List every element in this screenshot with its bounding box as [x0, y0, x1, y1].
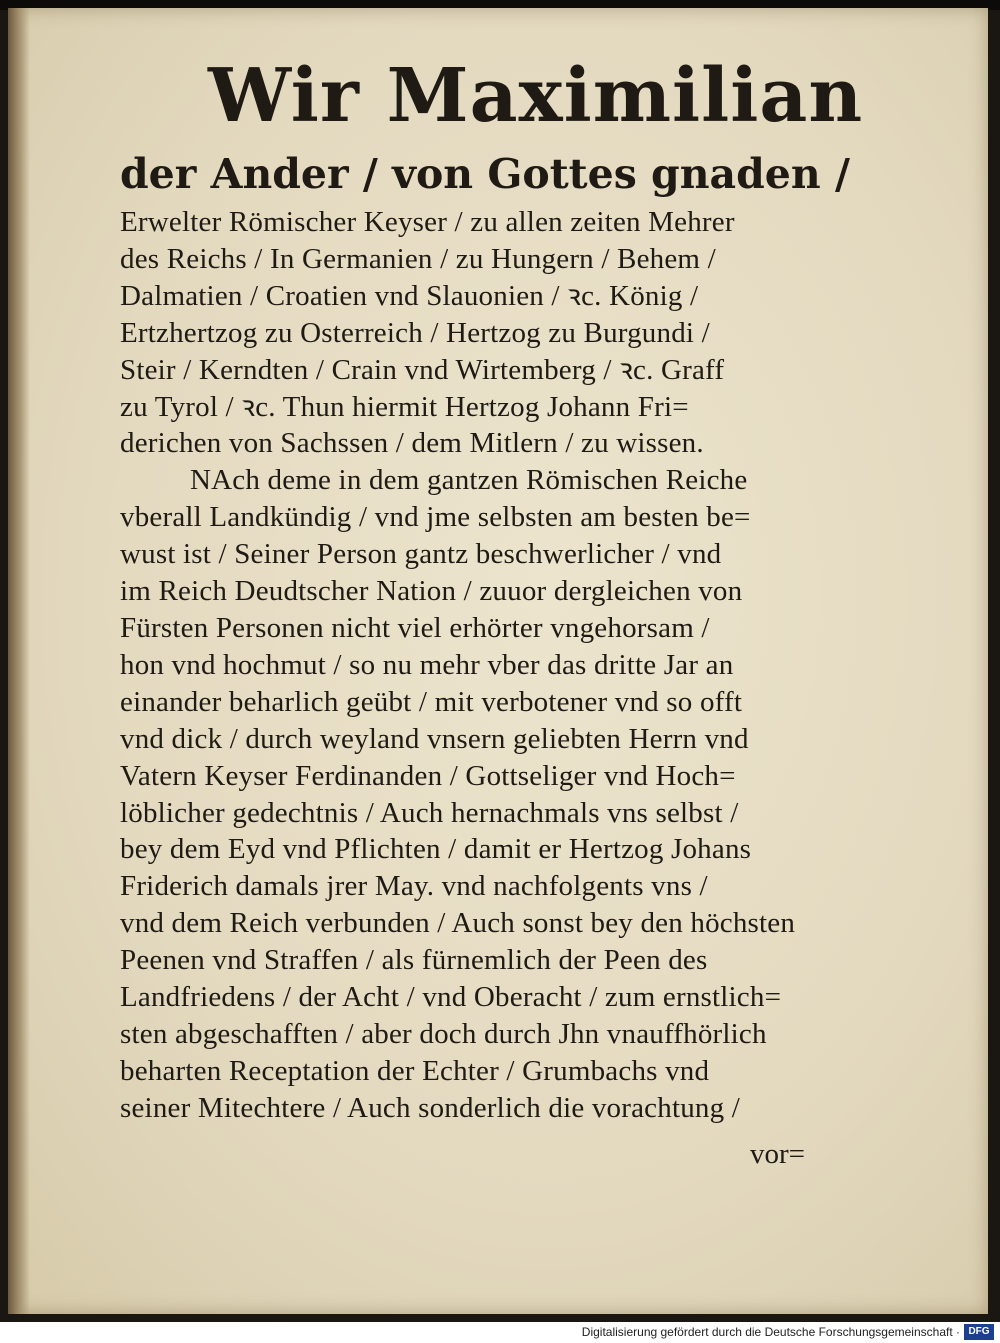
text-line: des Reichs / In Germanien / zu Hungern / Behem /	[120, 242, 716, 275]
dfg-logo: DFG	[964, 1324, 994, 1340]
text-line: sten abgeschafften / aber doch durch Jhn vnauffhörlich	[120, 1017, 767, 1050]
text-line: Vatern Keyser Ferdinanden / Gottseliger vnd Hoch=	[120, 759, 736, 792]
text-line: Fürsten Personen nicht viel erhörter vngehorsam /	[120, 611, 710, 644]
text-line: seiner Mitechtere / Auch sonderlich die vorachtung /	[120, 1091, 741, 1124]
catchword: vor=	[750, 1138, 806, 1170]
book-spine-shadow	[8, 8, 30, 1314]
text-line: Dalmatien / Croatien vnd Slauonien / ꝛc. König /	[120, 279, 699, 312]
text-line: beharten Receptation der Echter / Grumbachs vnd	[120, 1054, 710, 1087]
text-line: vnd dem Reich verbunden / Auch sonst bey den höchsten	[120, 907, 796, 940]
text-line: Ertzhertzog zu Osterreich / Hertzog zu Burgundi /	[120, 316, 710, 349]
text-line: löblicher gedechtnis / Auch hernachmals vns selbst /	[120, 796, 739, 829]
text-line: Friderich damals jrer May. vnd nachfolgents vns /	[120, 870, 708, 903]
paragraph-start-line: NAch deme in dem gantzen Römischen Reiche	[190, 464, 748, 497]
text-line: Erwelter Römischer Keyser / zu allen zeiten Mehrer	[120, 206, 735, 238]
page-text	[120, 48, 864, 1127]
page-subtitle: der Ander / von Gottes gnaden /	[120, 150, 850, 198]
text-line: wust ist / Seiner Person gantz beschwerlicher / vnd	[120, 538, 722, 571]
text-line: bey dem Eyd vnd Pflichten / damit er Hertzog Johans	[120, 833, 752, 866]
text-line: derichen von Sachssen / dem Mitlern / zu wissen.	[120, 427, 704, 460]
page-title: Wir Maximilian	[208, 53, 864, 139]
text-line: einander beharlich geübt / mit verbotener vnd so offt	[120, 685, 743, 718]
text-line: zu Tyrol / ꝛc. Thun hiermit Hertzog Johann Fri=	[120, 390, 689, 423]
digitization-credit: Digitalisierung gefördert durch die Deutsche Forschungsgemeinschaft ·	[581, 1325, 960, 1339]
text-line: im Reich Deudtscher Nation / zuuor dergleichen von	[120, 575, 743, 608]
text-line: Steir / Kerndten / Crain vnd Wirtemberg / ꝛc. Graff	[120, 353, 725, 386]
text-line: hon vnd hochmut / so nu mehr vber das dritte Jar an	[120, 648, 734, 681]
text-line: vnd dick / durch weyland vnsern geliebten Herrn vnd	[120, 722, 749, 755]
text-line: vberall Landkündig / vnd jme selbsten am besten be=	[120, 501, 751, 534]
text-line: Peenen vnd Straffen / als fürnemlich der Peen des	[120, 944, 708, 977]
text-line: Landfriedens / der Acht / vnd Oberacht / zum ernstlich=	[120, 981, 782, 1014]
